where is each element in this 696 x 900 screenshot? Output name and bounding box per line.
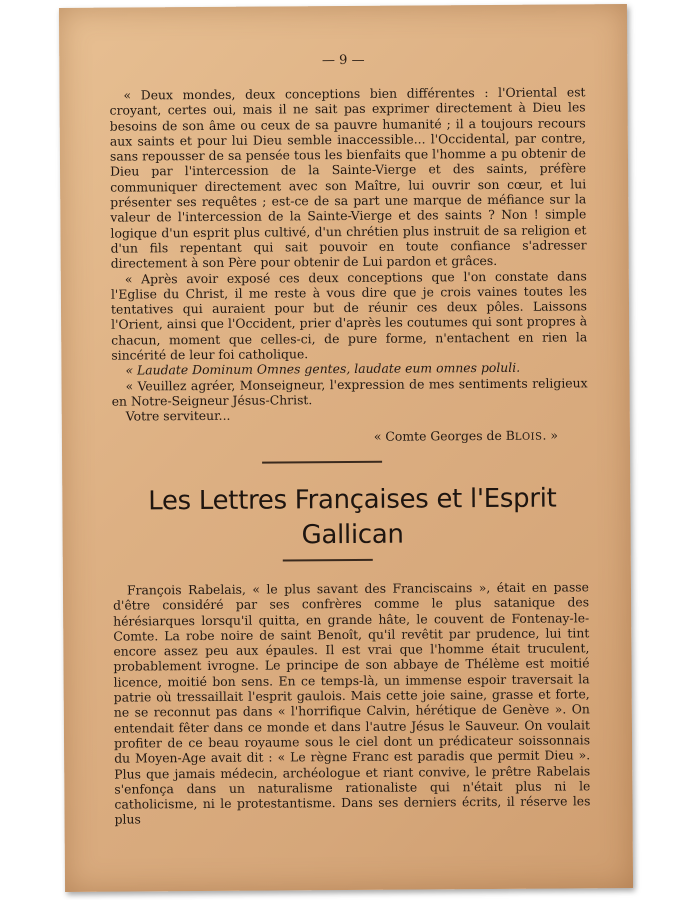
title-underline [283,559,373,561]
page-number: — 9 — [321,52,365,69]
printed-page [59,4,633,892]
latin-quote: « Laudate Dominum Omnes gentes, laudate eum omnes poluli. [125,360,521,378]
article-title-line-2: Gallican [301,519,404,551]
article-paragraph: François Rabelais, « le plus savant des Franciscains », était en passe d'être considéré par ses confrères comme le plus satanique des hérésiarques lorsqu'il quitta, en grande hâte, le couvent de Fontenay-le-Comte. La robe noire de saint Benoît, qu'il revêtit par prudence, lui tint encore assez peu aux épaules. Il est vrai que l'homme était truculent, probablement ivrogne. Le principe de son abbaye de Thélème est moitié licence, moitié bon sens. En ce temps-là, un immense espoir traversait la patrie où tressaillait l'esprit gaulois. Mais cette joie saine, grasse et forte, ne se reconnut pas dans « l'horrifique Calvin, hérétique de Genève ». On entendait fêter dans ce monde et dans l'autre Jésus le Sauveur. On voulait profiter de ce beau royaume sous le ciel dont un prédicateur soissonnais du Moyen-Age avait dit : « Le règne Franc est paradis que permit Dieu ». Plus que jamais médecin, archéologue et riant convive, le prêtre Rabelais s'enfonça dans un naturalisme rationaliste qui n'était plus ni le catholicisme, ni le protestantisme. Dans ses derniers écrits, il réserve les plus [113,579,591,828]
section-divider [262,461,382,464]
letter-valediction: Votre serviteur... [125,408,231,424]
article-body [113,579,591,827]
letter-text [109,84,588,447]
letter-paragraph-2: « Après avoir exposé ces deux conceptions que l'on constate dans l'Eglise du Christ, il me reste à vous dire que je crois vaines toutes les tentatives qui auraient pour but de réunir ces deux pôles. Laissons l'Orient, ainsi que l'Occident, prier d'après les coutumes qui sont propres à chacun, moment que celles-ci, de pure forme, n'entachent en rien la sincérité de leur foi catholique. [110,267,588,363]
signature-prefix: « Comte Georges de [373,427,506,444]
signature-suffix: . » [542,427,558,443]
signature-name-rest: LOIS [514,431,543,443]
article-title [92,481,612,555]
letter-signature [112,427,588,448]
article-title-line-1: Les Lettres Françaises et l'Esprit [148,483,557,517]
letter-paragraph-1: « Deux mondes, deux conceptions bien différentes : l'Oriental est croyant, certes oui, mais il ne sait pas exprimer directement à Dieu les besoins de son âme ou ceux de sa pauvre humanité ; il a toujours recours aux saints et pour lui Dieu semble inaccessible... l'Occidental, par contre, sans repousser de sa pensée tous les bienfaits que l'homme a pu obtenir de Dieu par l'intercession de la Sainte-Vierge et des saints, préfère communiquer directement avec son Maître, lui ouvrir son cœur, et lui présenter ses requêtes ; est-ce de sa part une marque de méfiance sur la valeur de l'intercession de la Sainte-Vierge et des saints ? Non ! simple logique d'un esprit plus cultivé, d'un chrétien plus instruit de sa religion et d'un fils repentant qui sait pouvoir en toute confiance s'adresser directement à son Père pour obtenir de Lui pardon et grâces. [109,84,587,271]
letter-closing: « Veuillez agréer, Monseigneur, l'expression de mes sentiments religieux en Notre-Seigneur Jésus-Christ. [111,374,588,409]
signature-name-initial: B [505,427,515,443]
